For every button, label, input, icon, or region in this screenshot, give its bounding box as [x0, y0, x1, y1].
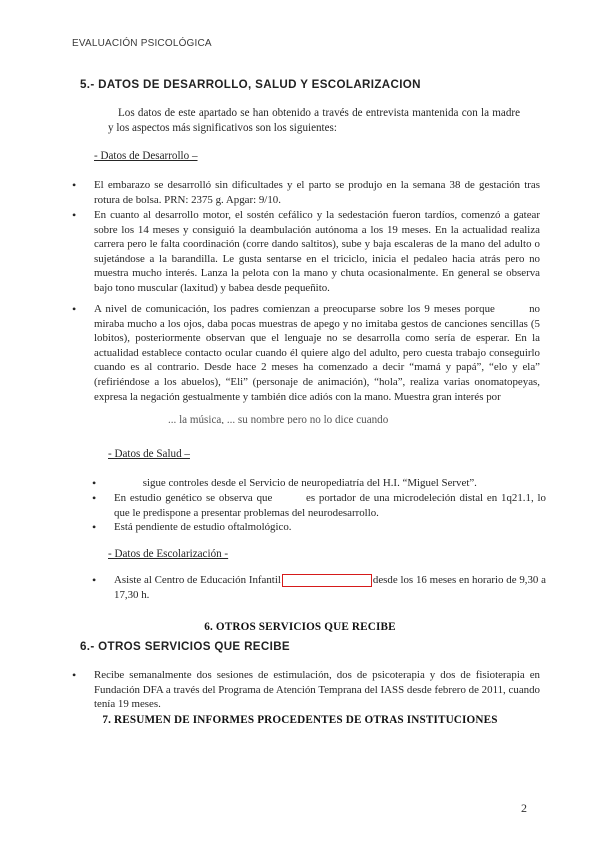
- servicios-item-sesiones: • Recibe semanalmente dos sesiones de estimulación, dos de psicoterapia y dos de fisioterapia en Fundación DFA a través del Programa de Atención Temprana del IASS desde febrero de 2011, cuando tenía 19 meses.: [72, 668, 540, 712]
- desarrollo-item-comunicacion: [72, 302, 540, 404]
- escolarizacion-heading: - Datos de Escolarización -: [108, 548, 229, 560]
- escolarizacion-item-centro: [92, 573, 546, 602]
- section-6-scan-title: 6.- OTROS SERVICIOS QUE RECIBE: [80, 640, 290, 653]
- section-7-heading: 7. RESUMEN DE INFORMES PROCEDENTES DE OTRAS INSTITUCIONES: [102, 714, 498, 726]
- salud-item-oftalmologico: • Está pendiente de estudio oftalmológico.: [92, 520, 546, 535]
- salud-item-genetico: [92, 491, 546, 520]
- section-6-heading: 6. OTROS SERVICIOS QUE RECIBE: [204, 621, 396, 633]
- section-5-title: 5.- DATOS DE DESARROLLO, SALUD Y ESCOLARIZACION: [80, 78, 421, 91]
- section-5-intro: Los datos de este apartado se han obtenido a través de entrevista mantenida con la madre y los aspectos más significativos son los siguientes:: [108, 107, 520, 134]
- cut-off-line: ... la música, ... su nombre pero no lo dice cuando: [168, 414, 389, 424]
- page-number: 2: [521, 801, 527, 815]
- escolarizacion-text-part1: Asiste al Centro de Educación Infantil: [114, 574, 281, 586]
- salud-item2-part1: En estudio genético se observa que: [114, 492, 273, 504]
- redacted-name: [276, 494, 302, 503]
- desarrollo-item-embarazo: • El embarazo se desarrolló sin dificultades y el parto se produjo en la semana 38 de gestación tras rotura de bolsa. PRN: 2375 g. Apgar: 9/10.: [72, 178, 540, 207]
- salud-item2-part2: es portador de una microdeleción distal en 1q21.1, lo que le predispone a presentar problemas del neurodesarrollo.: [114, 492, 546, 519]
- page-header: EVALUACIÓN PSICOLÓGICA: [72, 38, 212, 49]
- desarrollo-heading: - Datos de Desarrollo –: [94, 150, 198, 162]
- comunicacion-text-part1: A nivel de comunicación, los padres comienzan a preocuparse sobre los 9 meses porque: [94, 303, 495, 315]
- salud-heading: - Datos de Salud –: [108, 448, 190, 460]
- redacted-name: [499, 305, 525, 314]
- escolarizacion-text-part2: desde los 16 meses en horario de 9,30 a 17,30 h.: [114, 574, 546, 601]
- desarrollo-item-motor: • En cuanto al desarrollo motor, el sostén cefálico y la sedestación fueron tardíos, comenzó a gatear sobre los 14 meses y consiguió la deambulación autónoma a los 19 meses. En la actualidad realiza carrera pero le falta coordinación (corre dando saltitos), sube y baja escaleras de la mano del adulto o sujetándose a la barandilla. Le gusta sentarse en el triciclo, inicia el pedaleo hacia atrás pero no muestra mucho interés. Lanza la pelota con la mano y chuta ocasionalmente. En general se observa bajo tono muscular (laxitud) y babea desde pequeñito.: [72, 208, 540, 296]
- redacted-name: [114, 479, 140, 488]
- salud-item-controles: [92, 476, 546, 491]
- salud-item1-text: sigue controles desde el Servicio de neuropediatría del H.I. “Miguel Servet”.: [142, 477, 477, 489]
- comunicacion-text-part2: no miraba mucho a los ojos, daba pocas muestras de apego y no imitaba gestos de canciones sencillas (5 lobitos), posteriormente observan que el lenguaje no se desarrolla como sería de esperar. En la actualidad establece contacto ocular cuando él quiere algo del adulto, pero cuesta trabajo conseguirlo cuando es al contrario. Desde hace 2 meses ha comenzado a decir “mamá y papá”, “elo y ela” (refiriéndose a los abuelos), “Eli” (personaje de animación), “hola”, realiza varias onomatopeyas, expresa la negación gestualmente y también dice adiós con la mano. Muestra gran interés por: [94, 303, 540, 403]
- redacted-school-box: [282, 574, 372, 587]
